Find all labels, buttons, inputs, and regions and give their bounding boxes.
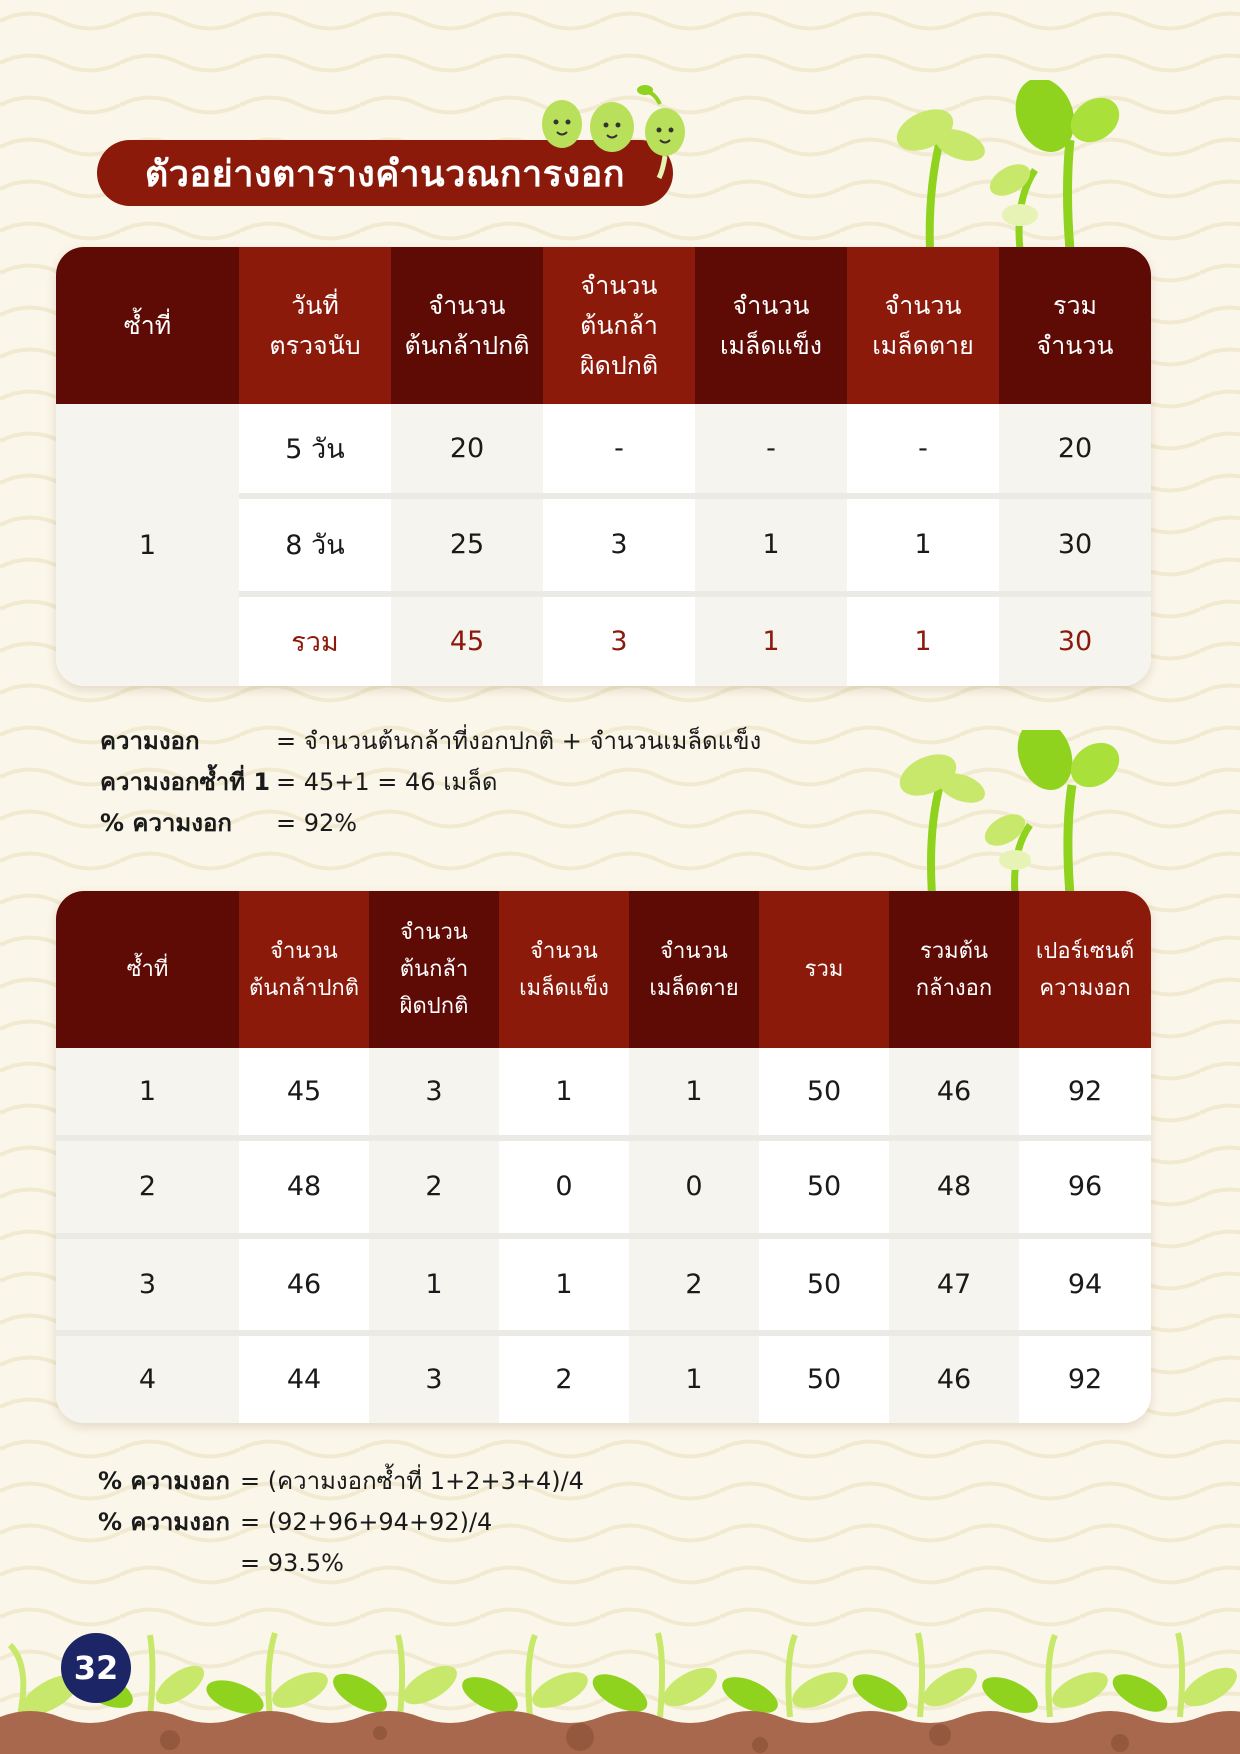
table-cell: 50 — [759, 1333, 889, 1423]
table-cell: 20 — [999, 404, 1151, 496]
table-cell: - — [847, 404, 999, 496]
formula-line — [98, 1542, 584, 1583]
table-cell: 92 — [1019, 1048, 1151, 1138]
table-row — [56, 404, 1151, 496]
total-cell: 30 — [999, 594, 1151, 686]
table-cell: 3 — [369, 1333, 499, 1423]
table-cell: 44 — [239, 1333, 369, 1423]
table-cell: 0 — [499, 1138, 629, 1236]
header-total: รวม — [759, 891, 889, 1048]
formula-label: ความงอก — [100, 727, 200, 755]
table-row — [56, 1048, 1151, 1138]
sprout-illustration-top — [890, 80, 1150, 250]
sprout-illustration-middle — [890, 730, 1150, 895]
table-cell: - — [543, 404, 695, 496]
formula-line — [98, 1460, 584, 1501]
rep-cell: 1 — [56, 404, 239, 686]
total-label: รวม — [239, 594, 391, 686]
page-title-text: ตัวอย่างตารางคำนวณการงอก — [144, 153, 626, 195]
formula-label: % ความงอก — [98, 1508, 230, 1536]
table-cell: 50 — [759, 1048, 889, 1138]
table-cell: 3 — [369, 1048, 499, 1138]
formula-label: % ความงอก — [100, 809, 232, 837]
table-cell: 50 — [759, 1236, 889, 1334]
formula-value: = 45+1 = 46 เมล็ด — [276, 768, 498, 796]
table-cell: 0 — [629, 1138, 759, 1236]
table-cell: 3 — [56, 1236, 239, 1334]
header-rep: ซ้ำที่ — [56, 891, 239, 1048]
total-cell: 1 — [847, 594, 999, 686]
table-cell: 1 — [629, 1333, 759, 1423]
formula-value: = จำนวนต้นกล้าที่งอกปกติ + จำนวนเมล็ดแข็ง — [276, 727, 762, 755]
table-cell: 2 — [369, 1138, 499, 1236]
header-normal-seedlings: จำนวน ต้นกล้าปกติ — [239, 891, 369, 1048]
header-total: รวม จำนวน — [999, 247, 1151, 404]
total-cell: 1 — [695, 594, 847, 686]
table-cell: 25 — [391, 496, 543, 594]
table-cell: 48 — [889, 1138, 1019, 1236]
table-cell: 1 — [847, 496, 999, 594]
table-cell: 45 — [239, 1048, 369, 1138]
header-germination-percent: เปอร์เซนต์ ความงอก — [1019, 891, 1151, 1048]
table-cell: 2 — [499, 1333, 629, 1423]
table-cell: - — [695, 404, 847, 496]
page-number: 32 — [73, 1649, 119, 1687]
table-cell: 94 — [1019, 1236, 1151, 1334]
header-dead-seeds: จำนวน เมล็ดตาย — [629, 891, 759, 1048]
header-count-day: วันที่ ตรวจนับ — [239, 247, 391, 404]
table-cell: 1 — [56, 1048, 239, 1138]
table-cell: 2 — [56, 1138, 239, 1236]
table-cell: 50 — [759, 1138, 889, 1236]
table-row — [56, 1138, 1151, 1236]
formula-line — [100, 720, 761, 761]
table-cell: 96 — [1019, 1138, 1151, 1236]
header-germinated-total: รวมต้น กล้างอก — [889, 891, 1019, 1048]
header-hard-seeds: จำนวน เมล็ดแข็ง — [695, 247, 847, 404]
table-row — [56, 1333, 1151, 1423]
table-cell: 20 — [391, 404, 543, 496]
table-cell: 30 — [999, 496, 1151, 594]
total-cell: 45 — [391, 594, 543, 686]
table-cell: 48 — [239, 1138, 369, 1236]
table-cell: 4 — [56, 1333, 239, 1423]
germination-percent-table — [56, 891, 1151, 1423]
header-dead-seeds: จำนวน เมล็ดตาย — [847, 247, 999, 404]
table-cell: 1 — [499, 1048, 629, 1138]
header-abnormal-seedlings: จำนวน ต้นกล้า ผิดปกติ — [369, 891, 499, 1048]
formula-line — [100, 802, 761, 843]
table-cell: 1 — [629, 1048, 759, 1138]
grass-and-soil-footer — [0, 1605, 1240, 1754]
table-cell: 46 — [239, 1236, 369, 1334]
table-cell: 1 — [369, 1236, 499, 1334]
table-cell: 2 — [629, 1236, 759, 1334]
formula-value: = (92+96+94+92)/4 — [240, 1507, 493, 1536]
formula-label: ความงอกซ้ำที่ 1 — [100, 768, 271, 796]
formula-line — [98, 1501, 584, 1542]
formula-label: % ความงอก — [98, 1467, 230, 1495]
germination-count-table — [56, 247, 1151, 686]
header-rep: ซ้ำที่ — [56, 247, 239, 404]
table-cell: 46 — [889, 1048, 1019, 1138]
germination-formula-2 — [98, 1460, 584, 1583]
formula-value: = (ความงอกซ้ำที่ 1+2+3+4)/4 — [240, 1467, 584, 1495]
germination-formula-1 — [100, 720, 761, 843]
page-number-badge — [61, 1633, 131, 1703]
formula-value: = 92% — [276, 808, 358, 837]
table-cell: 5 วัน — [239, 404, 391, 496]
table-cell: 47 — [889, 1236, 1019, 1334]
total-cell: 3 — [543, 594, 695, 686]
table-cell: 1 — [499, 1236, 629, 1334]
formula-value: = 93.5% — [240, 1548, 344, 1577]
table-cell: 46 — [889, 1333, 1019, 1423]
table-row — [56, 1236, 1151, 1334]
header-abnormal-seedlings: จำนวน ต้นกล้า ผิดปกติ — [543, 247, 695, 404]
table-cell: 3 — [543, 496, 695, 594]
table-cell: 1 — [695, 496, 847, 594]
header-normal-seedlings: จำนวน ต้นกล้าปกติ — [391, 247, 543, 404]
table-cell: 8 วัน — [239, 496, 391, 594]
formula-line — [100, 761, 761, 802]
bean-mascots — [535, 82, 695, 182]
table-cell: 92 — [1019, 1333, 1151, 1423]
header-hard-seeds: จำนวน เมล็ดแข็ง — [499, 891, 629, 1048]
